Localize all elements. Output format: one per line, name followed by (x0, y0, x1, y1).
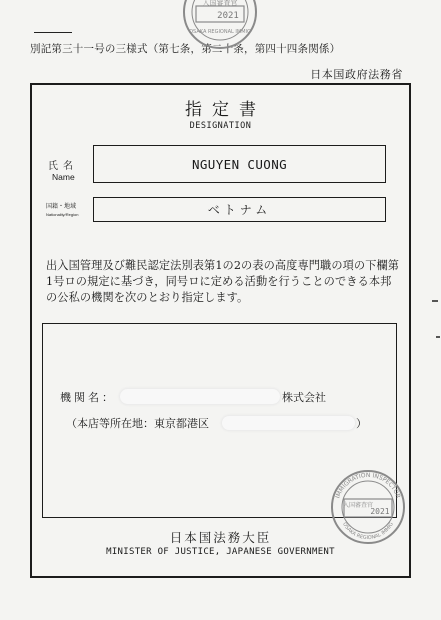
document-title-en: DESIGNATION (189, 121, 252, 131)
minister-title: 日本国法務大臣 (169, 530, 272, 545)
stamp-top-arc-text: 入国審査官 (202, 0, 238, 7)
address-close-paren: ） (356, 417, 367, 430)
stamp-bottom-arc-text: IMMIGRATION INSPECTOR (334, 471, 402, 500)
designation-text: 出入国管理及び難民認定法別表第1の2の表の高度専門職の項の下欄第1号ロの規定に基づき，同号ロに定める活動を行うことのできる本邦の公私の機関を次のとおり指定します。 (46, 259, 400, 304)
edge-mark (432, 300, 438, 302)
organization-label: 機関名： (60, 391, 116, 404)
address-label: （本店等所在地：東京都港区 (66, 417, 209, 430)
top-dash-mark (34, 32, 72, 33)
stamp-top-year: 2021 (217, 11, 239, 21)
nationality-field (93, 197, 386, 222)
name-value: NGUYEN CUONG (191, 156, 288, 172)
document-title: 指定書 (185, 100, 266, 120)
form-reference: 別記第三十一号の三様式（第七条，第二十条，第四十四条関係） (30, 43, 341, 55)
immigration-stamp-top (180, 0, 260, 52)
name-label-en: Name (52, 172, 75, 182)
name-label: 氏名 (48, 161, 78, 172)
nationality-label: 国籍・地域 (46, 203, 77, 210)
stamp-bottom-lower-text: OSAKA REGIONAL IMMIG (341, 521, 395, 542)
immigration-stamp-bottom (328, 467, 408, 547)
stamp-bottom-year: 2021 (370, 507, 390, 516)
nationality-label-en: Nationality/Region (46, 212, 79, 217)
minister-title-en: MINISTER OF JUSTICE, JAPANESE GOVERNMENT (106, 547, 335, 557)
organization-suffix: 株式会社 (282, 391, 326, 404)
name-field (93, 145, 386, 183)
edge-mark (436, 336, 440, 338)
nationality-value: ベトナム (207, 203, 272, 217)
organization-name-redaction (120, 389, 280, 404)
ministry-name: 日本国政府法務省 (310, 68, 403, 81)
address-redaction (222, 416, 355, 430)
stamp-top-lower-text: OSAKA REGIONAL IMMIG (189, 29, 251, 35)
stamp-bottom-center-text: 入国審査官 (342, 502, 374, 509)
